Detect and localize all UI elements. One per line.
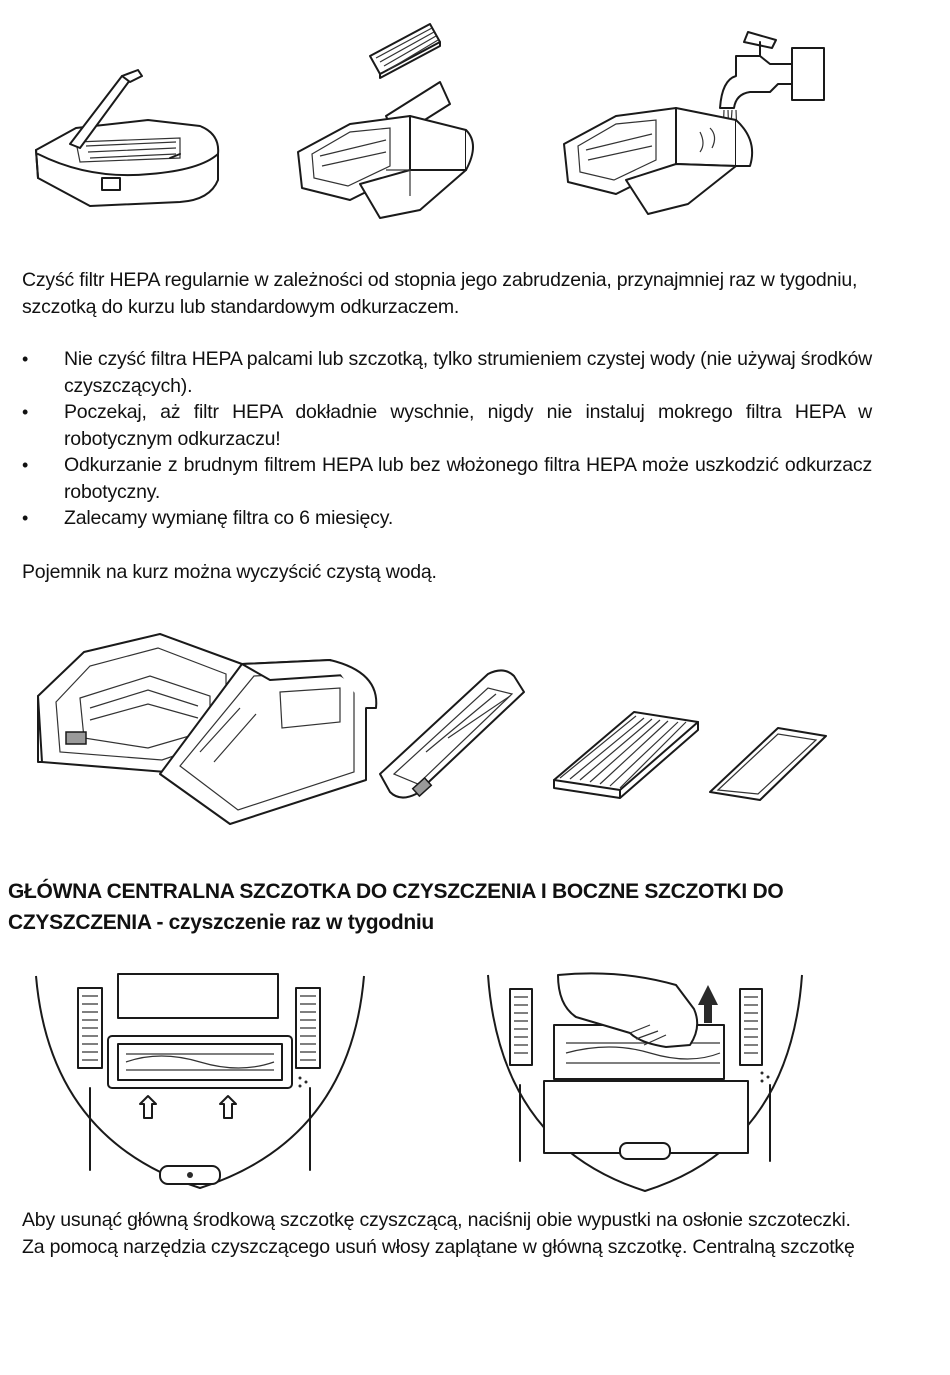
remove-main-brush-illustration [480, 965, 810, 1195]
dustbin-open-lid-illustration [30, 62, 230, 212]
hepa-cleaning-paragraph: Czyść filtr HEPA regularnie w zależności od stopnia jego zabrudzenia, przynajmniej raz w tygodniu, szczotką do kurzu lub standardowym odkurzaczem. [22, 269, 858, 318]
main-brush-paragraph: Aby usunąć główną środkową szczotkę czyszczącą, naciśnij obie wypustki na osłonie szczoteczki. Za pomocą narzędzia czyszczącego usuń włosy zaplątane w główną szczotkę. Centralną szczotkę [22, 1209, 855, 1258]
list-item: • Odkurzanie z brudnym filtrem HEPA lub bez włożonego filtra HEPA może uszkodzić odkurzacz robotyczny. [22, 452, 872, 505]
dustbin-filters-removed-illustration [290, 20, 490, 230]
hepa-warning-list [22, 346, 872, 532]
list-item: • Zalecamy wymianę filtra co 6 miesięcy. [22, 505, 872, 532]
disassembled-dustbin-illustration [30, 612, 840, 852]
robot-underside-brush-illustration [30, 970, 370, 1195]
dustbin-rinse-under-tap-illustration [560, 20, 830, 235]
container-cleaning-paragraph: Pojemnik na kurz można wyczyścić czystą wodą. [22, 561, 437, 583]
list-item: • Nie czyść filtra HEPA palcami lub szczotką, tylko strumieniem czystej wody (nie używaj środków czyszczących). [22, 346, 872, 399]
list-item: • Poczekaj, aż filtr HEPA dokładnie wyschnie, nigdy nie instaluj mokrego filtra HEPA w robotycznym odkurzaczu! [22, 399, 872, 452]
section-heading: GŁÓWNA CENTRALNA SZCZOTKA DO CZYSZCZENIA I BOCZNE SZCZOTKI DO CZYSZCZENIA - czyszczenie raz w tygodniu [8, 880, 784, 934]
